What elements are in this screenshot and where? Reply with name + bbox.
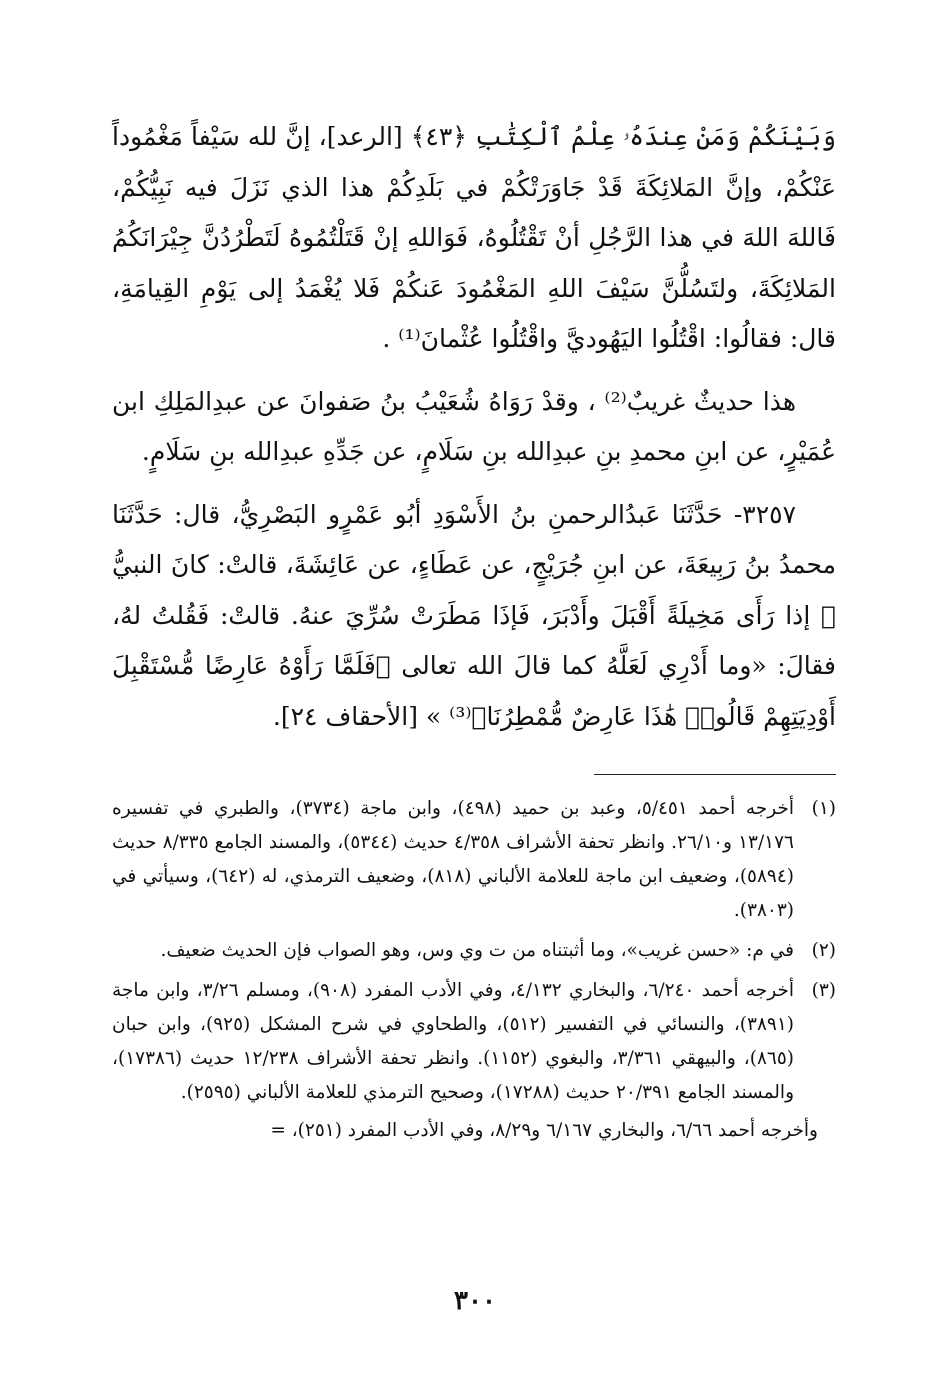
paragraph-hadith-3257: ٣٢٥٧- حَدَّثَنَا عَبدُالرحمنِ بنُ الأَسْوَدِ أبُو عَمْرٍو البَصْرِيُّ، قال: حَدَّثَنَا محمدُ بنُ رَبِيعَةَ، عن ابنِ جُرَيْجٍ، عن عَطَاءٍ، عن عَائِشَةَ، قالتْ: كانَ النبيُّ ﷺ إذا رَأَى مَخِيلَةً أَقْبَلَ وأَدْبَرَ، فَإذَا مَطَرَتْ سُرِّيَ عنهُ. قالتْ: فَقُلتُ لهُ، فقالَ: «وما أَدْرِي لَعَلَّهُ كما قالَ الله تعالى ﴿فَلَمَّا رَأَوْهُ عَارِضًا مُّسْتَقْبِلَ أَوْدِيَتِهِمْ قَالُوا۟ هَٰذَا عَارِضٌ مُّمْطِرُنَا﴾⁽³⁾ » [الأحقاف ٢٤]. [112,499,836,731]
footnote-text: أخرجه أحمد ٦/٢٤٠، والبخاري ٤/١٣٢، وفي الأدب المفرد (٩٠٨)، ومسلم ٣/٢٦، وابن ماجة (٣٨٩١)، والنسائي في التفسير (٥١٢)، والطحاوي في شرح المشكل (٩٢٥)، وابن حبان (٨٦٥)، والبيهقي ٣/٣٦١، والبغوي (١١٥٢). وانظر تحفة الأشراف ١٢/٢٣٨ حديث (١٧٣٨٦)، والمسند الجامع ٢٠/٣٩١ حديث (١٧٢٨٨)، وصحيح الترمذي للعلامة الألباني (٢٥٩٥). [112,980,794,1103]
main-text [112,112,836,742]
footnote-divider [594,774,836,775]
footnote-1 [112,792,836,928]
paragraph-verse-commentary: وَبَيْنَكُمْ وَمَنْ عِندَهُۥ عِلْمُ ٱلْكِتَٰبِ ﴿٤٣﴾ [الرعد]، إنَّ لله سَيْفاً مَغْمُوداً عَنْكُمْ، وإنَّ المَلائِكَةَ قَدْ جَاوَرَتْكُمْ في بَلَدِكُمْ هذا الذي نَزَلَ فيه نَبِيُّكُمْ، فَاللهَ اللهَ في هذا الرَّجُلِ أنْ تَقْتُلُوهُ، فَوَاللهِ إنْ قَتَلْتُمُوهُ لَتَطْرُدُنَّ جِيْرَانَكُمُ المَلائِكَةَ، ولتَسُلُّنَّ سَيْفَ اللهِ المَغْمُودَ عَنكُمْ فَلا يُغْمَدُ إلى يَوْمِ القِيامَةِ، قال: فقالُوا: اقْتُلُوا اليَهُوديَّ واقْتُلُوا عُثْمانَ⁽¹⁾ . [112,122,836,353]
footnotes [112,792,836,1154]
footnote-number: (١) [811,798,836,819]
footnote-number: (٢) [811,940,836,961]
footnote-text: وأخرجه أحمد ٦/٦٦، والبخاري ٦/١٦٧ و٨/٢٩، وفي الأدب المفرد (٢٥١)، = [270,1120,818,1141]
footnote-text: أخرجه أحمد ٥/٤٥١، وعبد بن حميد (٤٩٨)، وابن ماجة (٣٧٣٤)، والطبري في تفسيره ١٣/١٧٦ و٢٦/١٠. وانظر تحفة الأشراف ٤/٣٥٨ حديث (٥٣٤٤)، والمسند الجامع ٨/٣٣٥ حديث (٥٨٩٤)، وضعيف ابن ماجة للعلامة الألباني (٨١٨)، وضعيف الترمذي، له (٦٤٢)، وسيأتي في (٣٨٠٣). [112,798,795,921]
footnote-3 [112,974,836,1110]
footnote-text: في م: «حسن غريب»، وما أثبتناه من ت وي وس، وهو الصواب فإن الحديث ضعيف. [160,940,794,961]
footnote-2 [112,934,836,968]
paragraph-hadith-grading: هذا حديثٌ غريبٌ⁽²⁾ ، وقدْ رَوَاهُ شُعَيْبُ بنُ صَفوانَ عن عبدِالمَلِكِ ابن عُمَيْرٍ، عن ابنِ محمدِ بنِ عبدِالله بنِ سَلَامٍ، عن جَدِّهِ عبدِالله بنِ سَلَامٍ. [112,386,836,466]
footnote-number: (٣) [811,980,836,1001]
footnote-3-continuation [112,1114,836,1148]
page-number: ٣٠٠ [454,1286,496,1316]
